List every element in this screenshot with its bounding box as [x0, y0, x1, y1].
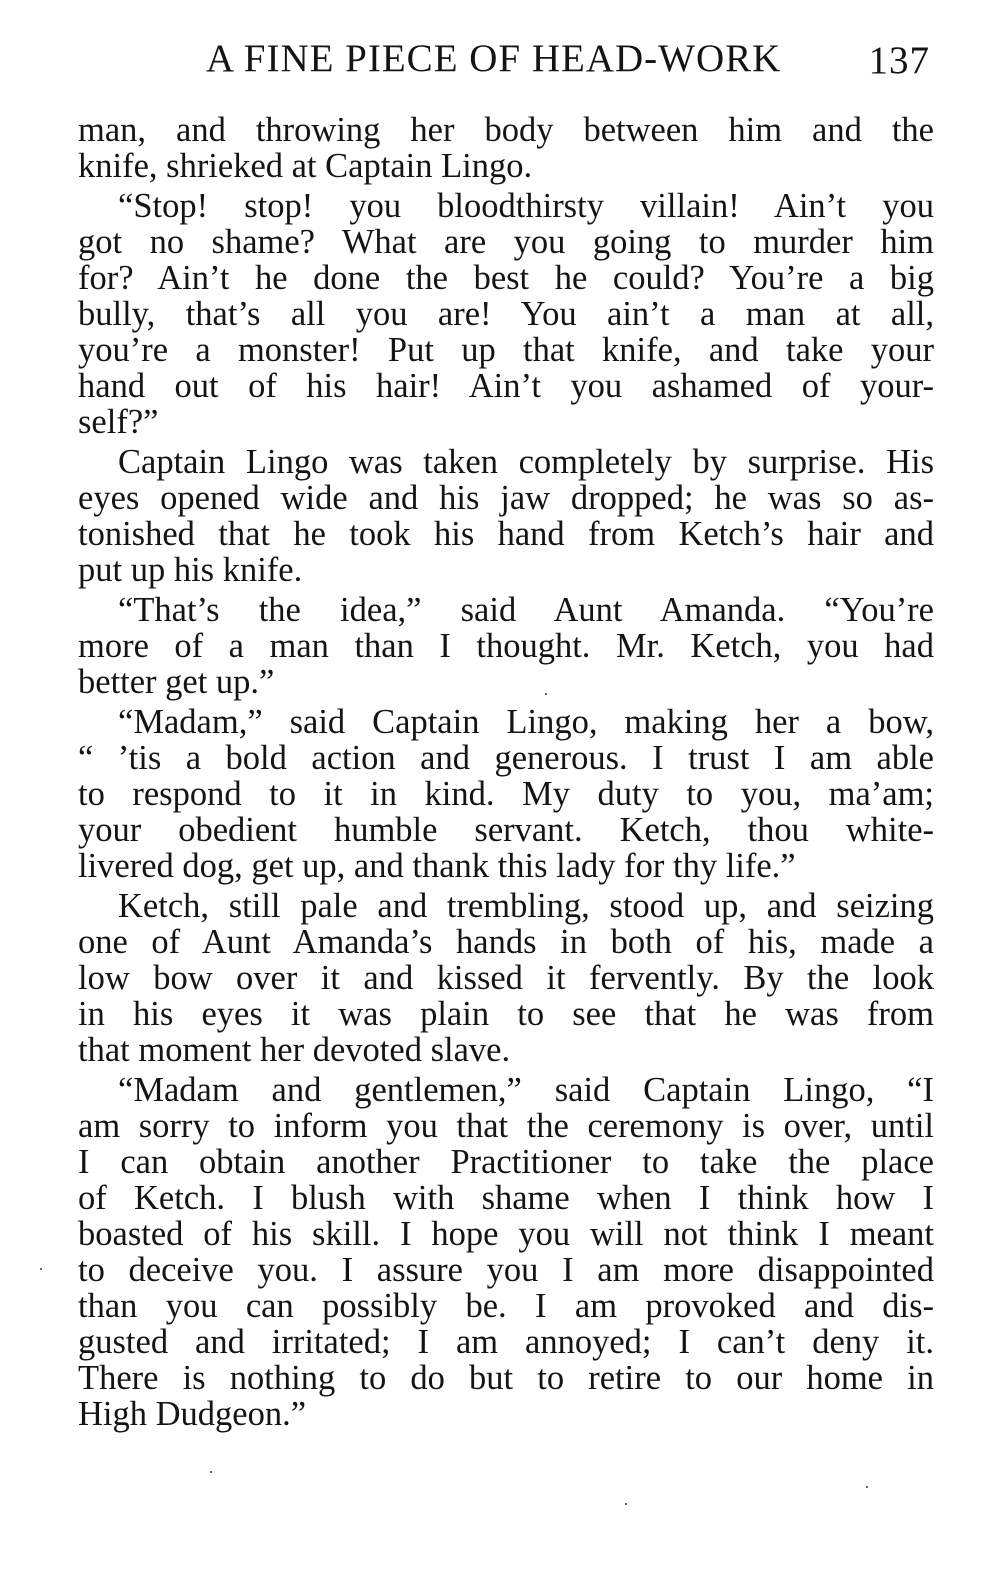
page-header	[78, 36, 930, 86]
paragraph	[78, 704, 934, 884]
paper-speck	[210, 1471, 212, 1473]
text-line: knife, shrieked at Captain Lingo.	[78, 147, 533, 185]
paper-speck	[866, 1486, 868, 1488]
text-line: “ ’tis a bold action and generous. I trust I am able	[78, 739, 934, 777]
text-line: am sorry to inform you that the ceremony is over, until	[78, 1107, 934, 1145]
text-line: to respond to it in kind. My duty to you, ma’am;	[78, 775, 934, 813]
text-line: of Ketch. I blush with shame when I think how I	[78, 1179, 934, 1217]
text-line: for? Ain’t he done the best he could? You’re a big	[78, 259, 934, 297]
text-line: gusted and irritated; I am annoyed; I can’t deny it.	[78, 1323, 934, 1361]
text-line: “Stop! stop! you bloodthirsty villain! Ain’t you	[118, 187, 934, 225]
text-line: in his eyes it was plain to see that he was from	[78, 995, 934, 1033]
text-line: Ketch, still pale and trembling, stood up, and seizing	[118, 887, 934, 925]
text-line: that moment her devoted slave.	[78, 1031, 511, 1069]
text-line: “That’s the idea,” said Aunt Amanda. “You’re	[118, 591, 934, 629]
text-line: bully, that’s all you are! You ain’t a man at all,	[78, 295, 934, 333]
paper-speck	[625, 1503, 627, 1505]
paragraph	[78, 592, 934, 700]
body-text	[78, 112, 934, 1436]
text-line: livered dog, get up, and thank this lady for thy life.”	[78, 847, 796, 885]
paper-speck	[40, 1268, 42, 1270]
paragraph	[78, 888, 934, 1068]
text-line: better get up.”	[78, 663, 275, 701]
paragraph	[78, 1072, 934, 1432]
text-line: High Dudgeon.”	[78, 1395, 307, 1433]
paragraph	[78, 188, 934, 440]
text-line: your obedient humble servant. Ketch, thou white-	[78, 811, 934, 849]
paper-speck	[545, 693, 547, 695]
text-line: tonished that he took his hand from Ketch’s hair and	[78, 515, 934, 553]
text-line: low bow over it and kissed it fervently. By the look	[78, 959, 934, 997]
text-line: self?”	[78, 403, 159, 441]
text-line: “Madam,” said Captain Lingo, making her a bow,	[118, 703, 934, 741]
text-line: boasted of his skill. I hope you will not think I meant	[78, 1215, 934, 1253]
text-line: “Madam and gentlemen,” said Captain Lingo, “I	[118, 1071, 934, 1109]
paragraph	[78, 112, 934, 184]
text-line: Captain Lingo was taken completely by surprise. His	[118, 443, 934, 481]
text-line: one of Aunt Amanda’s hands in both of his, made a	[78, 923, 934, 961]
running-head: A FINE PIECE OF HEAD-WORK	[206, 37, 782, 80]
text-line: There is nothing to do but to retire to our home in	[78, 1359, 934, 1397]
text-line: I can obtain another Practitioner to take the place	[78, 1143, 934, 1181]
text-line: more of a man than I thought. Mr. Ketch, you had	[78, 627, 934, 665]
text-line: put up his knife.	[78, 551, 303, 589]
text-line: got no shame? What are you going to murder him	[78, 223, 934, 261]
text-line: man, and throwing her body between him and the	[78, 111, 934, 149]
text-line: hand out of his hair! Ain’t you ashamed of your-	[78, 367, 934, 405]
text-line: to deceive you. I assure you I am more disappointed	[78, 1251, 934, 1289]
page-number: 137	[868, 39, 930, 82]
text-line: eyes opened wide and his jaw dropped; he was so as-	[78, 479, 934, 517]
paragraph	[78, 444, 934, 588]
text-line: than you can possibly be. I am provoked and dis-	[78, 1287, 934, 1325]
text-line: you’re a monster! Put up that knife, and take your	[78, 331, 934, 369]
